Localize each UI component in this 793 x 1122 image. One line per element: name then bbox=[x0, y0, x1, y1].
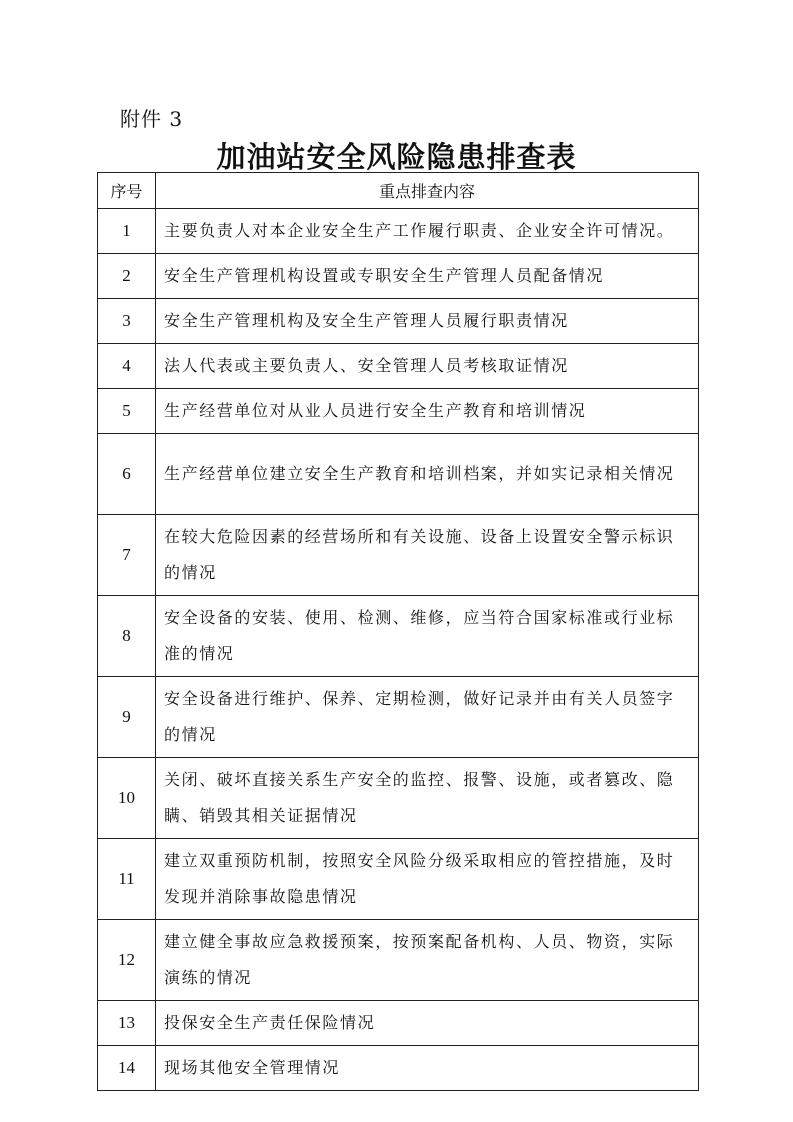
row-number: 13 bbox=[98, 1001, 156, 1046]
row-number: 14 bbox=[98, 1046, 156, 1091]
row-number: 3 bbox=[98, 299, 156, 344]
table-row bbox=[98, 254, 699, 299]
row-number: 2 bbox=[98, 254, 156, 299]
row-content: 安全设备的安装、使用、检测、维修，应当符合国家标准或行业标准的情况 bbox=[156, 596, 699, 677]
page-title: 加油站安全风险隐患排查表 bbox=[216, 140, 577, 174]
row-number: 7 bbox=[98, 515, 156, 596]
row-content: 安全生产管理机构设置或专职安全生产管理人员配备情况 bbox=[156, 254, 699, 299]
header-no: 序号 bbox=[98, 173, 156, 209]
inspection-table bbox=[97, 172, 699, 1091]
header-content: 重点排查内容 bbox=[156, 173, 699, 209]
row-content: 安全设备进行维护、保养、定期检测，做好记录并由有关人员签字的情况 bbox=[156, 677, 699, 758]
row-content: 投保安全生产责任保险情况 bbox=[156, 1001, 699, 1046]
row-number: 12 bbox=[98, 920, 156, 1001]
table-row bbox=[98, 344, 699, 389]
row-number: 5 bbox=[98, 389, 156, 434]
table-row bbox=[98, 515, 699, 596]
row-content: 关闭、破坏直接关系生产安全的监控、报警、设施，或者篡改、隐瞒、销毁其相关证据情况 bbox=[156, 758, 699, 839]
table-row bbox=[98, 677, 699, 758]
attachment-label: 附件 3 bbox=[120, 107, 184, 131]
row-number: 8 bbox=[98, 596, 156, 677]
row-content: 法人代表或主要负责人、安全管理人员考核取证情况 bbox=[156, 344, 699, 389]
table-row bbox=[98, 596, 699, 677]
row-number: 9 bbox=[98, 677, 156, 758]
table-row bbox=[98, 920, 699, 1001]
row-number: 4 bbox=[98, 344, 156, 389]
row-content: 现场其他安全管理情况 bbox=[156, 1046, 699, 1091]
row-number: 10 bbox=[98, 758, 156, 839]
row-number: 11 bbox=[98, 839, 156, 920]
table-row bbox=[98, 299, 699, 344]
table-row bbox=[98, 758, 699, 839]
table-row bbox=[98, 839, 699, 920]
table-row bbox=[98, 434, 699, 515]
row-content: 主要负责人对本企业安全生产工作履行职责、企业安全许可情况。 bbox=[156, 209, 699, 254]
row-content: 生产经营单位建立安全生产教育和培训档案，并如实记录相关情况 bbox=[156, 434, 699, 515]
table-row bbox=[98, 389, 699, 434]
table-row bbox=[98, 1046, 699, 1091]
row-content: 建立健全事故应急救援预案，按预案配备机构、人员、物资，实际演练的情况 bbox=[156, 920, 699, 1001]
table-row bbox=[98, 209, 699, 254]
row-content: 安全生产管理机构及安全生产管理人员履行职责情况 bbox=[156, 299, 699, 344]
table-header-row bbox=[98, 173, 699, 209]
row-number: 1 bbox=[98, 209, 156, 254]
row-content: 在较大危险因素的经营场所和有关设施、设备上设置安全警示标识的情况 bbox=[156, 515, 699, 596]
row-content: 建立双重预防机制，按照安全风险分级采取相应的管控措施，及时发现并消除事故隐患情况 bbox=[156, 839, 699, 920]
table-row bbox=[98, 1001, 699, 1046]
row-number: 6 bbox=[98, 434, 156, 515]
row-content: 生产经营单位对从业人员进行安全生产教育和培训情况 bbox=[156, 389, 699, 434]
